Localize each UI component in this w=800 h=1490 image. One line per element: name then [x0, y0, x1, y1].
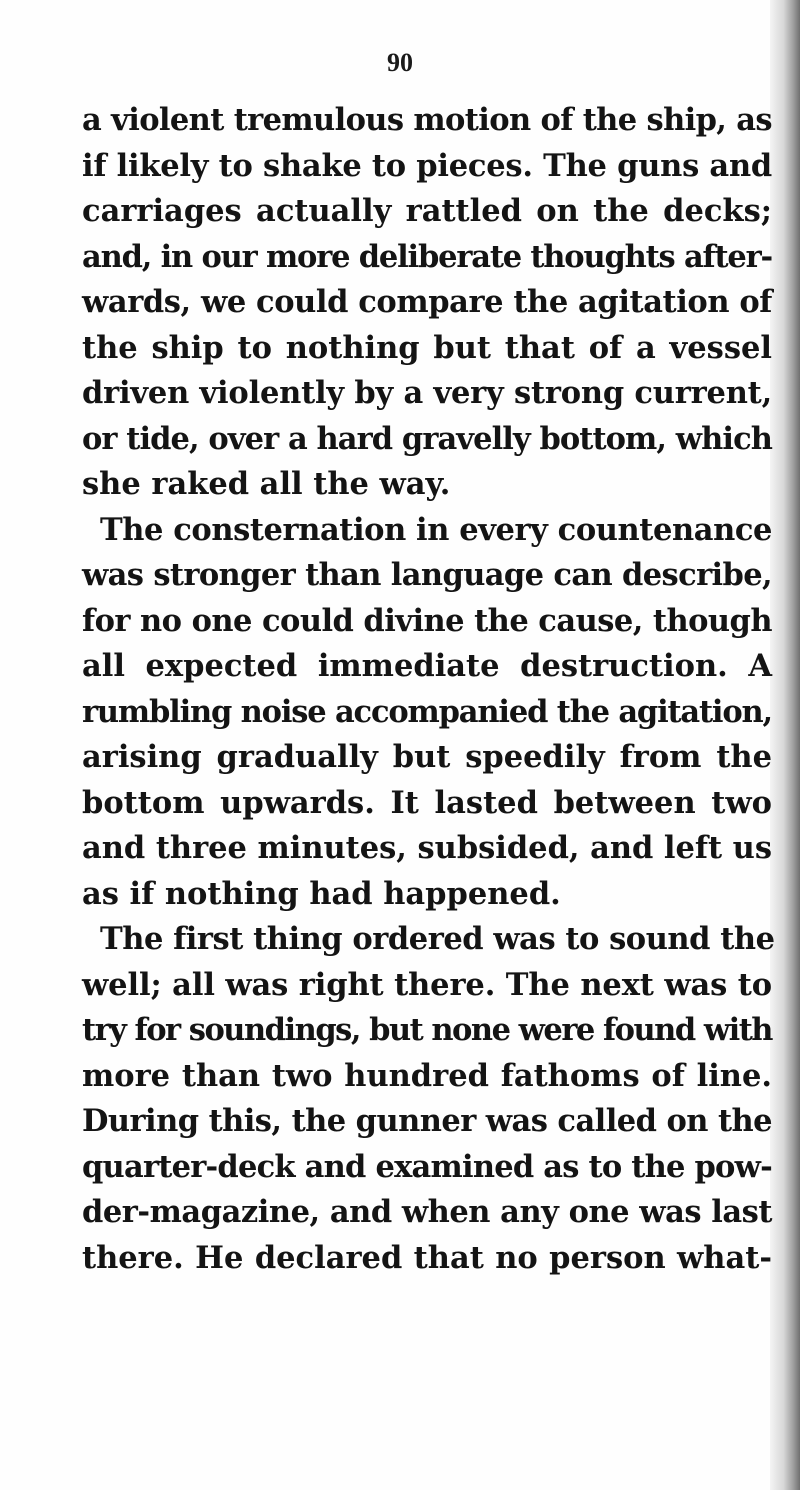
- body-text: [82, 98, 775, 1281]
- text-line: During this, the gunner was called on the: [82, 1103, 772, 1139]
- text-line: bottom upwards. It lasted between two: [82, 784, 772, 821]
- text-line: carriages actually rattled on the decks;: [82, 193, 772, 229]
- text-line: all expected immediate destruction. A: [82, 648, 772, 684]
- text-line: driven violently by a very strong current,: [82, 375, 772, 411]
- text-line: The first thing ordered was to sound the: [100, 921, 775, 957]
- text-line: The consternation in every countenance: [100, 511, 772, 548]
- text-line: try for soundings, but none were found with: [82, 1012, 772, 1048]
- text-line: arising gradually but speedily from the: [82, 739, 772, 775]
- text-line: well; all was right there. The next was to: [82, 966, 772, 1003]
- text-line: a violent tremulous motion of the ship, as: [82, 102, 772, 138]
- text-line: she raked all the way.: [82, 466, 451, 502]
- page-number: 90: [387, 48, 413, 77]
- text-line: and, in our more deliberate thoughts after-: [82, 238, 772, 275]
- text-line: the ship to nothing but that of a vessel: [82, 329, 772, 366]
- text-line: if likely to shake to pieces. The guns and: [82, 147, 772, 184]
- page-gutter-shadow: [770, 0, 800, 1490]
- text-line: there. He declared that no person what-: [82, 1239, 772, 1276]
- text-line: and three minutes, subsided, and left us: [82, 830, 772, 866]
- text-line: was stronger than language can describe,: [82, 557, 772, 593]
- text-line: or tide, over a hard gravelly bottom, which: [82, 420, 772, 457]
- text-line: as if nothing had happened.: [82, 875, 561, 912]
- text-line: for no one could divine the cause, though: [82, 602, 772, 639]
- text-line: more than two hundred fathoms of line.: [82, 1057, 772, 1094]
- text-line: quarter-deck and examined as to the pow-: [82, 1148, 772, 1185]
- text-line: wards, we could compare the agitation of: [82, 284, 772, 320]
- text-line: der-magazine, and when any one was last: [82, 1194, 772, 1230]
- text-line: rumbling noise accompanied the agitation,: [82, 693, 772, 730]
